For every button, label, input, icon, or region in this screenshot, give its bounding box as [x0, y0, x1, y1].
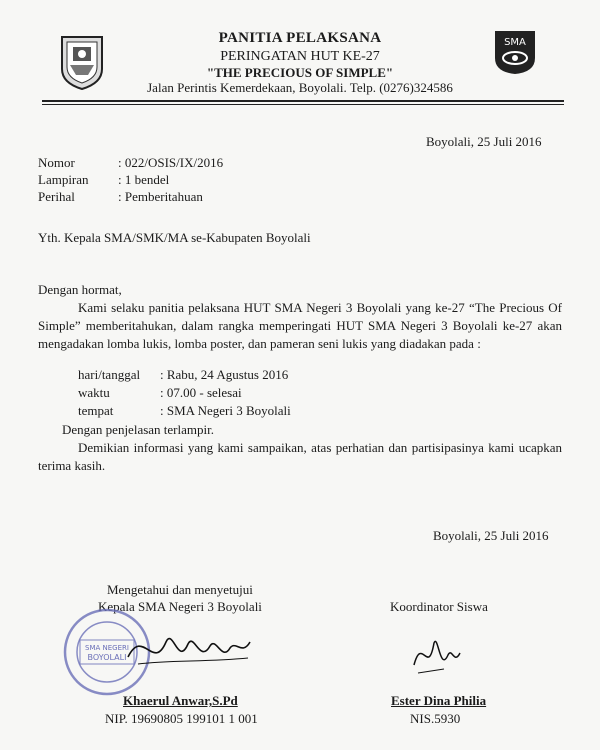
recipient: Yth. Kepala SMA/SMK/MA se-Kabupaten Boyolali: [38, 230, 311, 245]
address: Jalan Perintis Kemerdekaan, Boyolali. Telp. (0276)324586: [147, 80, 453, 95]
greeting: Dengan hormat,: [38, 282, 122, 297]
signing-date: Boyolali, 25 Juli 2016: [433, 528, 549, 543]
sma-logo-text: SMA: [504, 37, 526, 48]
detail-key: tempat: [78, 403, 114, 418]
meta-key: Perihal: [38, 189, 75, 204]
committee-title: PANITIA PELAKSANA: [218, 30, 382, 46]
event-theme: "THE PRECIOUS OF SIMPLE": [206, 65, 394, 80]
principal-title: Kepala SMA Negeri 3 Boyolali: [98, 599, 262, 614]
attachment-note: Dengan penjelasan terlampir.: [62, 422, 214, 437]
principal-signature-icon: [118, 612, 258, 682]
principal-name: Khaerul Anwar,S.Pd: [123, 693, 238, 708]
meta-value: : 022/OSIS/IX/2016: [118, 155, 224, 170]
letter-date: Boyolali, 25 Juli 2016: [426, 134, 542, 149]
event-title: PERINGATAN HUT KE-27: [220, 49, 380, 64]
detail-value: : SMA Negeri 3 Boyolali: [160, 403, 291, 418]
detail-value: : Rabu, 24 Agustus 2016: [160, 367, 289, 382]
sma-logo-icon: [492, 28, 538, 76]
approval-label: Mengetahui dan menyetujui: [107, 582, 253, 597]
principal-id: NIP. 19690805 199101 1 001: [105, 711, 258, 726]
body-paragraph: [38, 299, 562, 353]
header-divider-thin: [42, 104, 564, 105]
meta-key: Nomor: [38, 155, 75, 170]
meta-value: : Pemberitahuan: [118, 189, 203, 204]
svg-text:BOYOLALI: BOYOLALI: [87, 653, 127, 662]
svg-text:SMA NEGERI: SMA NEGERI: [85, 644, 129, 652]
coordinator-name: Ester Dina Philia: [391, 693, 487, 708]
closing-text: Demikian informasi yang kami sampaikan, atas perhatian dan partisipasinya kami ucapkan terima kasih.: [38, 440, 562, 473]
meta-value: : 1 bendel: [118, 172, 170, 187]
meta-key: Lampiran: [38, 172, 89, 187]
detail-key: waktu: [78, 385, 110, 400]
coordinator-title: Koordinator Siswa: [390, 599, 488, 614]
coordinator-id: NIS.5930: [410, 711, 461, 726]
detail-value: : 07.00 - selesai: [160, 385, 242, 400]
detail-key: hari/tanggal: [78, 367, 141, 382]
body-text: Kami selaku panitia pelaksana HUT SMA Negeri 3 Boyolali yang ke-27 “The Precious Of Simple” memberitahukan, dalam rangka memperingati HUT SMA Negeri 3 Boyolali ke-27 akan mengadakan lomba lukis, lomba poster, dan pameran seni lukis yang diadakan pada :: [38, 300, 562, 351]
closing-paragraph: [38, 439, 562, 475]
coordinator-signature-icon: [404, 625, 464, 685]
header-divider: [42, 100, 564, 102]
